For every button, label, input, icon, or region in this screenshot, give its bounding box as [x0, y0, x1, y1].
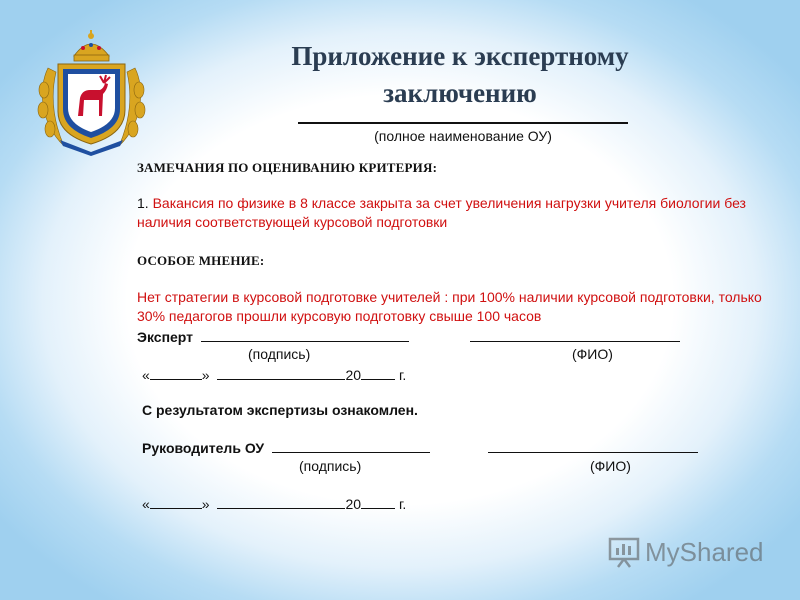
expert-year-line: [361, 365, 395, 380]
date-suffix: г.: [398, 496, 407, 512]
expert-signature-line: [201, 327, 409, 342]
ou-name-caption: (полное наименование ОУ): [374, 128, 552, 144]
expert-signature-row: [137, 327, 409, 345]
remark-number: 1.: [137, 195, 149, 211]
watermark: [607, 535, 764, 569]
acknowledged-text: С результатом экспертизы ознакомлен.: [142, 402, 418, 418]
director-signature-row: [142, 438, 430, 456]
expert-day-line: [150, 365, 202, 380]
date-century: 20: [345, 496, 362, 512]
watermark-text: MyShared: [645, 536, 764, 567]
director-label: Руководитель ОУ: [142, 440, 265, 456]
expert-fio-line: [470, 327, 680, 342]
date-open-quote: «: [142, 496, 150, 512]
expert-signature-caption: (подпись): [248, 346, 311, 362]
remark-text: Вакансия по физике в 8 классе закрыта за счет увеличения нагрузки учителя биологии без наличия соответствующей курсовой подготовки: [137, 195, 746, 230]
remarks-heading: ЗАМЕЧАНИЯ ПО ОЦЕНИВАНИЮ КРИТЕРИЯ:: [137, 160, 438, 175]
director-fio-caption: (ФИО): [590, 458, 631, 474]
expert-month-line: [217, 365, 345, 380]
date-close-quote: »: [201, 496, 210, 512]
director-fio-line: [488, 438, 698, 453]
remark-item: [137, 194, 792, 232]
opinion-text: Нет стратегии в курсовой подготовке учителей : при 100% наличии курсовой подготовки, только 30% педагогов прошли курсовую подготовку свыше 100 часов: [137, 289, 762, 324]
presentation-board-icon: [607, 535, 641, 569]
director-month-line: [217, 494, 345, 509]
document-title: [230, 38, 690, 112]
director-date-row: [142, 494, 406, 512]
expert-date-row: [142, 365, 406, 383]
opinion-heading: ОСОБОЕ МНЕНИЕ:: [137, 253, 265, 268]
coat-of-arms-emblem: [34, 28, 149, 156]
title-line-1: Приложение к экспертному: [291, 41, 629, 71]
title-line-2: заключению: [383, 78, 537, 108]
director-signature-caption: (подпись): [299, 458, 362, 474]
director-year-line: [361, 494, 395, 509]
date-century: 20: [345, 367, 362, 383]
expert-label: Эксперт: [137, 329, 194, 345]
ou-name-line: [298, 122, 628, 124]
expert-fio-caption: (ФИО): [572, 346, 613, 362]
date-open-quote: «: [142, 367, 150, 383]
director-signature-line: [272, 438, 430, 453]
director-day-line: [150, 494, 202, 509]
date-suffix: г.: [398, 367, 407, 383]
date-close-quote: »: [201, 367, 210, 383]
